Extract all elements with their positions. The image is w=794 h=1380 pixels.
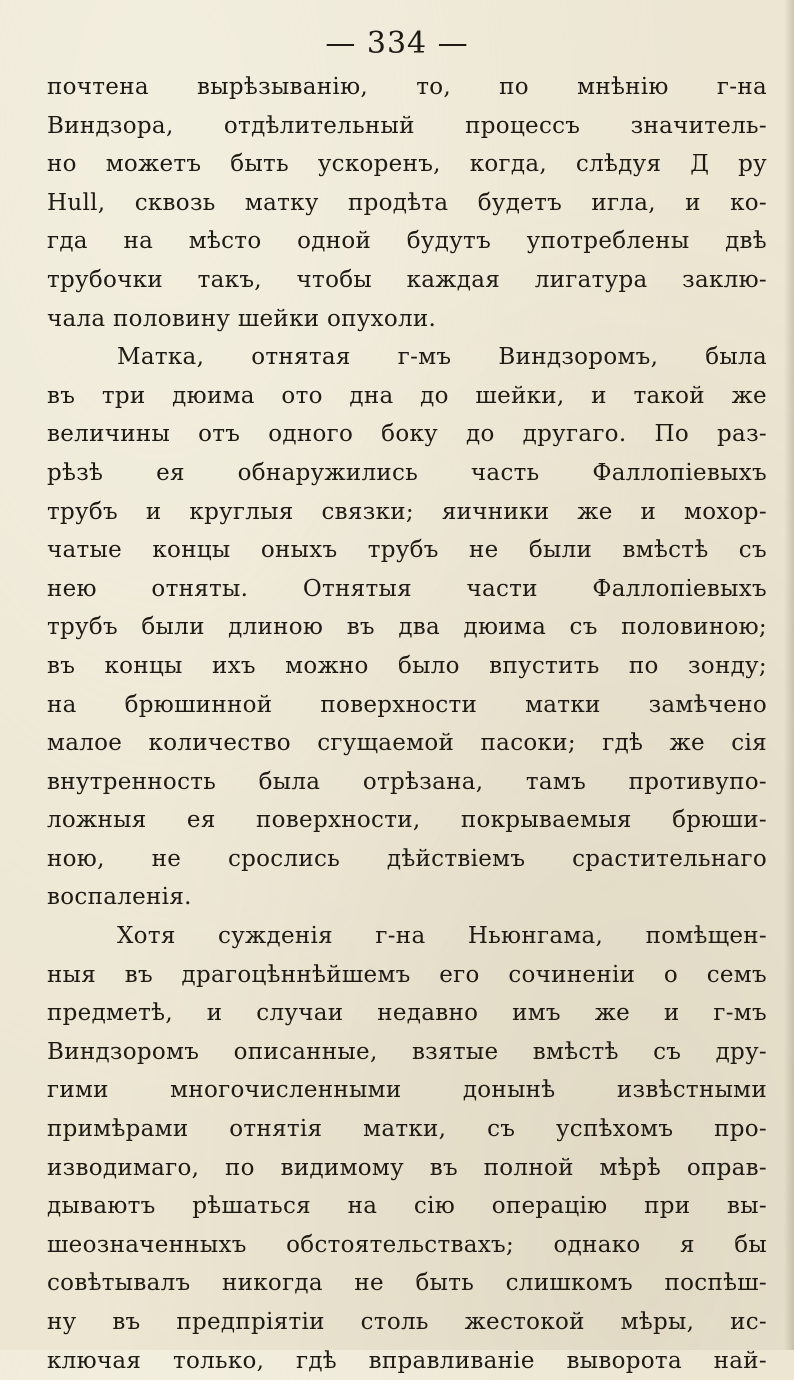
text-line: Hull, сквозь матку продѣта будетъ игла, и ко- (47, 189, 767, 216)
text-line: нею отняты. Отнятыя части Фаллопіевыхъ (47, 575, 767, 602)
text-line: трубъ и круглыя связки; яичники же и мохор- (47, 498, 767, 525)
text-line: почтена вырѣзыванію, то, по мнѣнію г-на (47, 74, 767, 100)
text-line: изводимаго, по видимому въ полной мѣрѣ оправ- (47, 1154, 767, 1181)
text-line: гими многочисленными донынѣ извѣстными (47, 1077, 767, 1104)
text-line: но можетъ быть ускоренъ, когда, слѣдуя Д ру (47, 151, 767, 178)
text-line: трубъ были длиною въ два дюима съ половиною; (47, 614, 767, 641)
text-line: ныя въ драгоцѣннѣйшемъ его сочиненіи о семъ (47, 961, 767, 988)
page-edge-shadow (784, 0, 794, 1350)
text-line: трубочки такъ, чтобы каждая лигатура заклю- (47, 266, 767, 293)
text-line: внутренность была отрѣзана, тамъ противупо- (47, 768, 767, 795)
text-line: Хотя сужденія г-на Ньюнгама, помѣщен- (117, 923, 767, 950)
text-line: шеозначенныхъ обстоятельствахъ; однако я бы (47, 1231, 767, 1258)
text-line: ключая только, гдѣ вправливаніе выворота най- (47, 1347, 767, 1374)
text-line: предметѣ, и случаи недавно имъ же и г-мъ (47, 1000, 767, 1027)
text-line: Виндзоромъ описанные, взятые вмѣстѣ съ дру- (47, 1038, 767, 1065)
text-line: величины отъ одного боку до другаго. По раз- (47, 421, 767, 448)
body-text (47, 68, 767, 1380)
text-line: дываютъ рѣшаться на сію операцію при вы- (47, 1193, 767, 1220)
text-line: ною, не срослись дѣйствіемъ срастительнаго (47, 845, 767, 872)
page-number: — 334 — (325, 26, 469, 61)
text-line: рѣзѣ ея обнаружились часть Фаллопіевыхъ (47, 459, 767, 486)
text-line: Виндзора, отдѣлительный процессъ значитель- (47, 112, 767, 139)
text-line: Матка, отнятая г-мъ Виндзоромъ, была (117, 344, 767, 371)
text-line: ну въ предпріятіи столь жестокой мѣры, ис- (47, 1309, 767, 1335)
text-line: въ три дюима ото дна до шейки, и такой же (47, 382, 767, 409)
text-line: примѣрами отнятія матки, съ успѣхомъ про- (47, 1116, 767, 1143)
text-line: въ концы ихъ можно было впустить по зонду; (47, 652, 767, 679)
text-line: малое количество сгущаемой пасоки; гдѣ же сія (47, 730, 767, 757)
text-line: чала половину шейки опухоли. (47, 305, 437, 332)
text-line: воспаленія. (47, 884, 192, 911)
text-line: чатые концы оныхъ трубъ не были вмѣстѣ съ (47, 537, 767, 564)
text-line: ложныя ея поверхности, покрываемыя брюши- (47, 807, 767, 834)
text-line: гда на мѣсто одной будутъ употреблены двѣ (47, 228, 767, 255)
text-line: совѣтывалъ никогда не быть слишкомъ поспѣш- (47, 1270, 767, 1297)
text-line: на брюшинной поверхности матки замѣчено (47, 691, 767, 718)
